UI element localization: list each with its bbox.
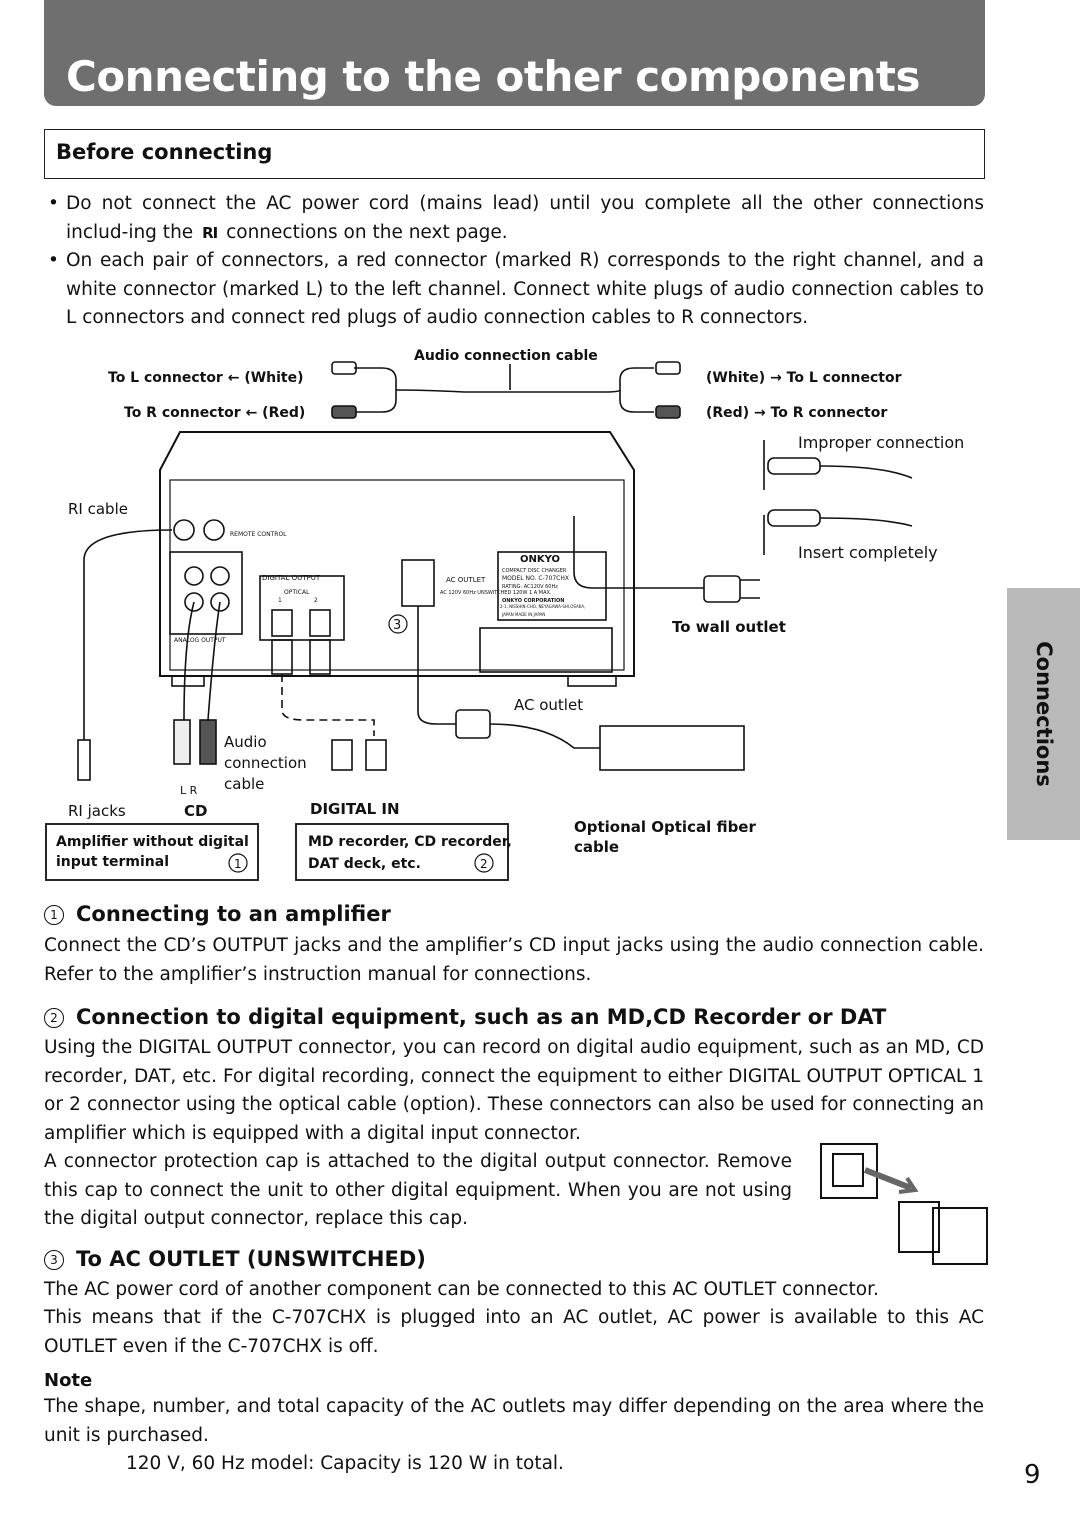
amplifier-box [46,824,258,880]
label-md-2: DAT deck, etc. [308,856,421,872]
plug-white-left [332,362,356,374]
label-white-to-l: (White) → To L connector [706,370,902,386]
bullet-1-post: connections on the next page. [226,221,508,243]
cd-plug-r [200,720,216,764]
side-tab-label: Connections [1031,641,1056,787]
label-digital-output: DIGITAL OUTPUT [262,574,321,582]
label-analog-output: ANALOG OUTPUT [174,637,226,644]
note-label: Note [44,1370,93,1391]
label-audio-1: Audio [224,733,267,751]
cable-loop-left [354,368,396,412]
foot-left [172,676,204,686]
bullet-2 [48,247,984,333]
label-remote-control: REMOTE CONTROL [230,531,287,538]
heading-text: Connection to digital equipment, such as an MD,CD Recorder or DAT [76,1005,887,1029]
heading-digital-equipment [44,1005,886,1029]
circled-number-3: 3 [44,1250,64,1270]
label-improper: Improper connection [798,433,965,452]
label-brand: ONKYO [520,554,561,565]
label-ac-outlet-spec: AC 120V 60Hz UNSWITCHED 120W 1 A MAX. [440,590,552,596]
paragraph-ac-outlet-2: This means that if the C-707CHX is plugged into an AC outlet, AC power is available to this AC OUTLET even if the C-707CHX is off. [44,1307,984,1357]
cap-face [933,1208,987,1264]
title-bar [44,0,985,106]
plug-white-right [656,362,680,374]
label-amp-num: 1 [234,857,242,871]
bullet-2-text: On each pair of connectors, a red connector (marked R) corresponds to the right channel, and a white connector (marked L) to the left channel. Connect white plugs of audio connection cables to L connectors and connect red plugs of audio connection cables to R connectors. [66,250,984,328]
remote-jack [204,520,224,540]
protection-cap-illustration [815,1140,991,1268]
label-to-r-red: To R connector ← (Red) [124,405,306,421]
ac-outlet-plug [456,710,490,738]
label-optical: OPTICAL [284,589,310,596]
paragraph-cap: A connector protection cap is attached to the digital output connector. Remove this cap to connect the unit to other digital equipment. When you are not using the digital output connector, replace this cap. [44,1151,792,1229]
plug-inserted [768,510,820,526]
label-amp-2: input terminal [56,854,170,870]
digital-in-plug-1 [332,740,352,770]
label-amp-1: Amplifier without digital [56,834,249,850]
heading-ac-outlet [44,1247,426,1271]
label-insert: Insert completely [798,543,938,562]
label-optical-fiber-2: cable [574,838,620,856]
label-audio-cable: Audio connection cable [414,348,598,364]
optical-port-1 [272,610,292,636]
label-md-1: MD recorder, CD recorder, [308,834,512,850]
ri-plug [78,740,90,780]
connection-diagram [44,340,988,890]
cable-inserted [820,518,912,526]
vent-area [480,628,612,672]
label-ri-jacks: RI jacks [68,802,126,820]
cable-improper [820,466,912,478]
analog-cable [184,602,220,720]
label-corp: ONKYO CORPORATION [502,598,565,604]
optical-cable [282,674,374,736]
label-audio-2: connection [224,754,307,772]
label-optical-fiber-1: Optional Optical fiber [574,818,756,836]
circled-number-2: 2 [44,1008,64,1028]
cd-plug-l [174,720,190,764]
label-ri-cable: RI cable [68,500,128,518]
digital-in-plug-2 [366,740,386,770]
label-model: COMPACT DISC CHANGER [502,568,567,574]
label-to-wall-outlet: To wall outlet [672,618,786,636]
label-optical-2: 2 [314,597,318,604]
bullet-1-text [66,190,984,247]
plug-improper [768,458,820,474]
optical-plug-1 [272,640,292,674]
label-optical-1: 1 [278,597,282,604]
panel-ac-outlet [402,560,434,606]
section-heading: Before connecting [56,140,273,164]
unit-body [160,432,634,676]
label-red-to-r: (Red) → To R connector [706,405,888,421]
cable-loop-right [620,368,654,412]
heading-connecting-amplifier [44,902,391,926]
optical-plug-2 [310,640,330,674]
ac-outlet-cord [418,606,456,724]
label-made-in: JAPAN MADE IN JAPAN [502,612,546,617]
label-audio-3: cable [224,775,265,793]
ri-symbol: RI [202,223,218,242]
remove-arrow [865,1170,911,1188]
paragraph-ac-outlet: The AC power cord of another component can be connected to this AC OUTLET connector. [44,1279,879,1300]
bullet-1-pre: Do not connect the AC power cord (mains lead) until you complete all the other connections includ-ing the [66,193,984,243]
circled-number-1: 1 [44,905,64,925]
ri-jack [174,520,194,540]
label-to-l-white: To L connector ← (White) [108,370,304,386]
audio-cable-line [396,390,620,392]
connections-side-tab [1007,588,1080,840]
label-ac-outlet: AC outlet [514,696,584,714]
bullet-dot: • [48,193,59,214]
analog-output-panel [170,552,242,634]
plug-red-right [656,406,680,418]
page-number: 9 [1024,1460,1041,1490]
marker-3: 3 [393,618,402,633]
label-model-no: MODEL NO. C-707CHX [502,575,569,582]
before-connecting-box [44,129,985,179]
ri-cable [84,530,172,740]
bullet-1 [48,190,984,247]
page-title: Connecting to the other components [66,52,921,101]
label-digital-in: DIGITAL IN [310,800,400,818]
note-model-line: 120 V, 60 Hz model: Capacity is 120 W in total. [126,1453,564,1474]
label-rating: RATING: AC120V 60Hz [502,584,558,590]
ac-outlet-cord-2 [490,724,600,748]
optical-port-2 [310,610,330,636]
label-ac-outlet-panel: AC OUTLET [446,576,486,584]
foot-right [568,676,616,686]
label-cd: CD [184,802,208,820]
label-lr: L R [180,784,198,797]
heading-text: Connecting to an amplifier [76,902,391,926]
heading-text: To AC OUTLET (UNSWITCHED) [76,1247,426,1271]
other-component [600,726,744,770]
paragraph-amplifier: Connect the CD’s OUTPUT jacks and the amplifier’s CD input jacks using the audio connection cable. Refer to the amplifier’s instruction manual for connections. [44,935,984,985]
plug-red-left [332,406,356,418]
label-corp-addr: 2-1, NISSHIN-CHO, NEYAGAWA-SHI,OSAKA, [500,604,586,609]
power-plug [704,576,740,602]
paragraph-digital: Using the DIGITAL OUTPUT connector, you can record on digital audio equipment, such as an MD, CD recorder, DAT, etc. For digital recording, connect the equipment to either DIGITAL OUTPUT OPTICAL 1 or 2 connector using the optical cable (option). These connectors can also be used for connecting an amplifier which is equipped with a digital input connector. [44,1037,984,1144]
bullet-dot: • [48,250,59,271]
note-text: The shape, number, and total capacity of the AC outlets may differ depending on the area where the unit is purchased. [44,1396,984,1446]
label-md-num: 2 [480,857,488,871]
